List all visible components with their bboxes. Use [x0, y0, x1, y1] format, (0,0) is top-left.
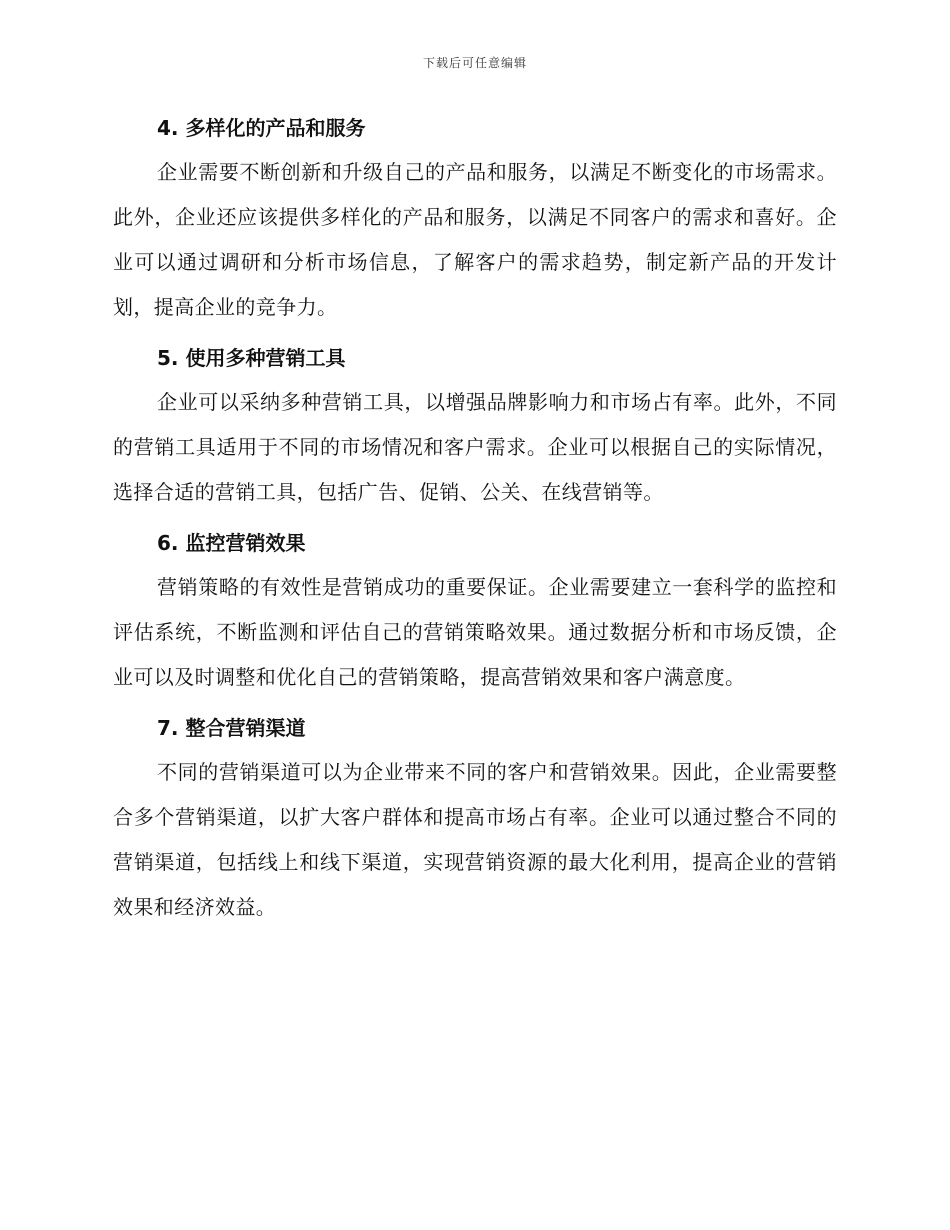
section-diversified-products [113, 110, 837, 330]
section-heading: 5. 使用多种营销工具 [157, 346, 346, 370]
section-paragraph: 企业需要不断创新和升级自己的产品和服务，以满足不断变化的市场需求。此外，企业还应该提供多样化的产品和服务，以满足不同客户的需求和喜好。企业可以通过调研和分析市场信息，了解客户的需求趋势，制定新产品的开发计划，提高企业的竞争力。 [113, 160, 837, 319]
section-paragraph: 不同的营销渠道可以为企业带来不同的客户和营销效果。因此，企业需要整合多个营销渠道，以扩大客户群体和提高市场占有率。企业可以通过整合不同的营销渠道，包括线上和线下渠道，实现营销资源的最大化利用，提高企业的营销效果和经济效益。 [113, 760, 837, 919]
section-heading: 6. 监控营销效果 [157, 531, 306, 555]
section-integrate-channels [113, 710, 837, 930]
section-paragraph: 营销策略的有效性是营销成功的重要保证。企业需要建立一套科学的监控和评估系统，不断监测和评估自己的营销策略效果。通过数据分析和市场反馈，企业可以及时调整和优化自己的营销策略，提高营销效果和客户满意度。 [113, 575, 837, 689]
section-marketing-tools [113, 340, 837, 515]
section-heading: 7. 整合营销渠道 [157, 716, 306, 740]
section-heading: 4. 多样化的产品和服务 [157, 116, 366, 140]
document-body [113, 110, 837, 940]
section-monitor-marketing [113, 525, 837, 700]
page-header: 下载后可任意编辑 [422, 56, 527, 70]
section-paragraph: 企业可以采纳多种营销工具，以增强品牌影响力和市场占有率。此外，不同的营销工具适用于不同的市场情况和客户需求。企业可以根据自己的实际情况，选择合适的营销工具，包括广告、促销、公关、在线营销等。 [113, 390, 837, 504]
